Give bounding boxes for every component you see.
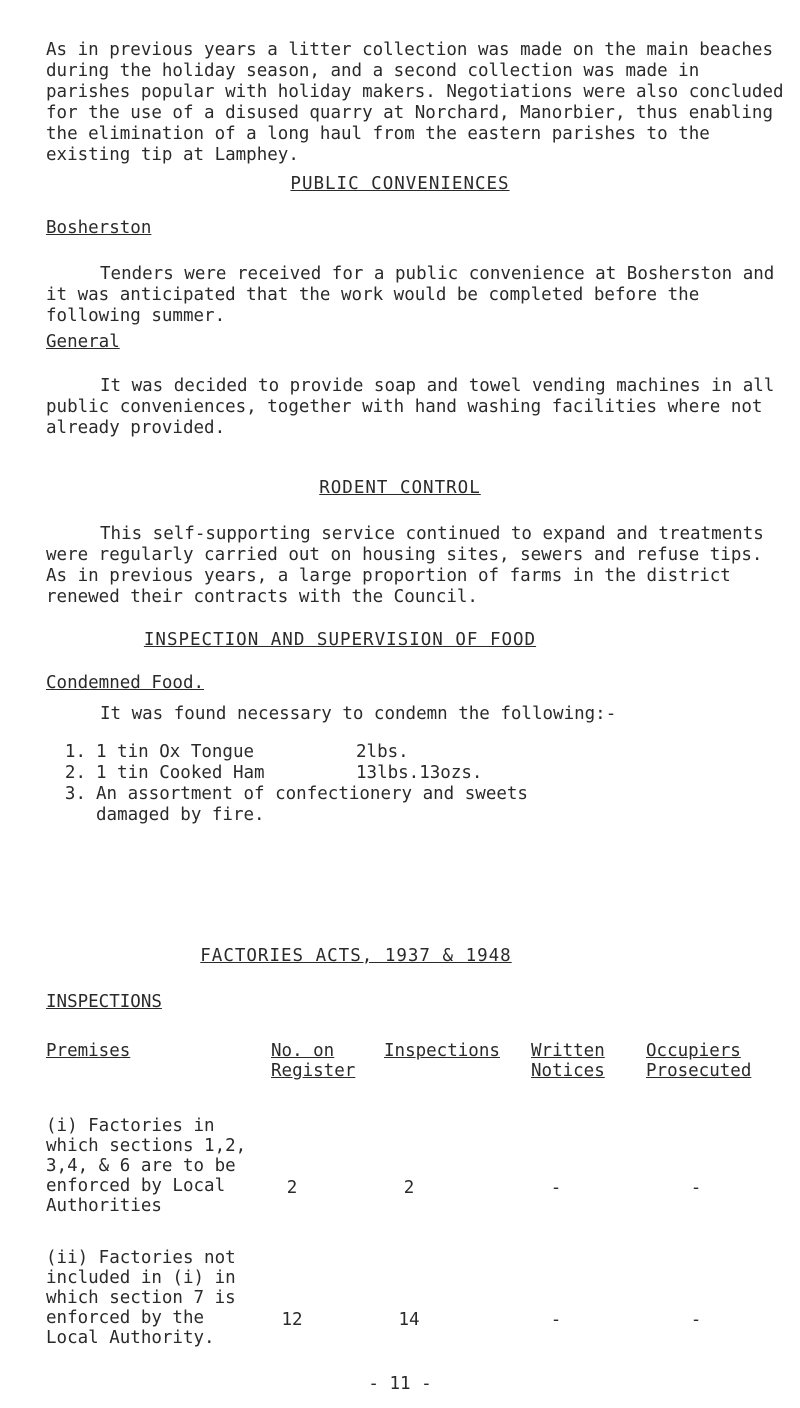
item-number: 3.: [64, 784, 86, 804]
item-description: An assortment of confectionery and sweets damaged by fire.: [96, 784, 528, 825]
notices-cell: -: [550, 1178, 562, 1198]
column-header-inspections: Inspections: [384, 1041, 500, 1061]
register-cell: 12: [281, 1310, 303, 1330]
prosecuted-cell: -: [690, 1310, 702, 1330]
item-description: 1 tin Cooked Ham: [96, 763, 265, 783]
row-label: (ii) Factories not included in (i) in which section 7 is enforced by the Local Authority.: [46, 1248, 236, 1348]
public-conveniences-heading: PUBLIC CONVENIENCES: [290, 174, 510, 194]
inspections-cell: 14: [398, 1310, 420, 1330]
factories-acts-heading: FACTORIES ACTS, 1937 & 1948: [200, 946, 512, 966]
item-quantity: 13lbs.13ozs.: [356, 763, 483, 783]
general-heading: General: [46, 332, 120, 352]
inspections-cell: 2: [403, 1178, 415, 1198]
column-header-register: No. on Register: [271, 1041, 356, 1081]
rodent-control-heading: RODENT CONTROL: [319, 478, 481, 498]
condemned-intro: It was found necessary to condemn the following:-: [100, 704, 617, 724]
prosecuted-cell: -: [690, 1178, 702, 1198]
bosherston-heading: Bosherston: [46, 218, 152, 238]
register-cell: 2: [286, 1178, 298, 1198]
general-paragraph: It was decided to provide soap and towel vending machines in all public conveniences, together with hand washing facilities where not already provided.: [46, 376, 775, 438]
rodent-control-paragraph: This self-supporting service continued to expand and treatments were regularly carried out on housing sites, sewers and refuse tips. As in previous years, a large proportion of farms in the district renewed their contracts with the Council.: [46, 524, 764, 607]
item-number: 1.: [64, 742, 86, 762]
bosherston-paragraph: Tenders were received for a public convenience at Bosherston and it was anticipated that the work would be completed before the following summer.: [46, 264, 775, 326]
item-number: 2.: [64, 763, 86, 783]
page-number: - 11 -: [368, 1374, 432, 1394]
table-header: [46, 1041, 786, 1085]
item-description: 1 tin Ox Tongue: [96, 742, 255, 762]
item-quantity: 2lbs.: [356, 742, 409, 762]
column-header-premises: Premises: [46, 1041, 131, 1061]
row-label: (i) Factories in which sections 1,2, 3,4, & 6 are to be enforced by Local Authorities: [46, 1116, 247, 1216]
table-row: [46, 1248, 786, 1353]
list-item: [46, 763, 786, 784]
column-header-prosecuted: Occupiers Prosecuted: [646, 1041, 752, 1081]
notices-cell: -: [550, 1310, 562, 1330]
list-item: [46, 784, 786, 826]
food-heading: INSPECTION AND SUPERVISION OF FOOD: [143, 630, 537, 650]
column-header-notices: Written Notices: [531, 1041, 605, 1081]
condemned-food-list: [46, 742, 786, 826]
intro-paragraph: As in previous years a litter collection was made on the main beaches during the holiday season, and a second collection was made in parishes popular with holiday makers. Negotiations were also concluded for the use of a disused quarry at Norchard, Manorbier, thus enabling the elimination of a long haul from the eastern parishes to the existing tip at Lamphey.: [46, 40, 784, 165]
inspections-heading: INSPECTIONS: [46, 992, 162, 1012]
list-item: [46, 742, 786, 763]
table-row: [46, 1116, 786, 1221]
condemned-food-heading: Condemned Food.: [46, 673, 205, 693]
